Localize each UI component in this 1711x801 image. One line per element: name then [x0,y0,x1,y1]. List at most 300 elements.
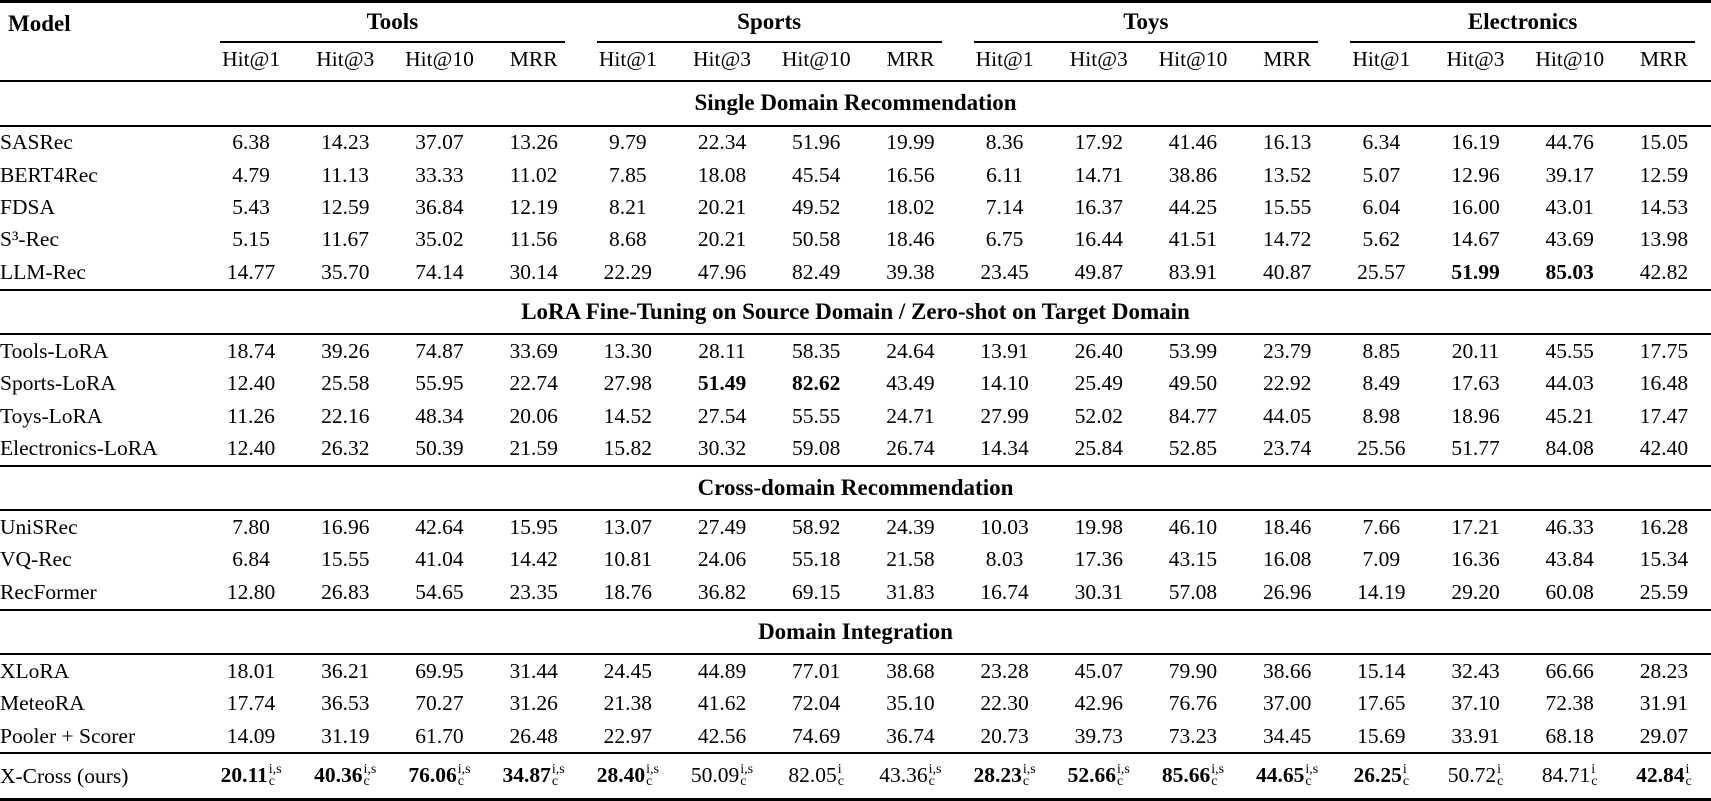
metric-value-number: 34.87 [502,762,551,787]
metric-value: 20.06 [509,403,558,428]
metric-value: 12.59 [321,195,370,220]
superscript-mark: i,s [551,761,565,777]
metric-value [769,753,863,799]
metric-value: 38.86 [1168,162,1218,187]
model-name: FDSA [0,195,55,220]
metric-value [1523,256,1617,289]
metric-value: 52.85 [1168,436,1218,461]
significance-marks [837,761,845,790]
section-title: Single Domain Recommendation [0,81,1711,126]
metric-value: 36.82 [697,579,747,604]
metric-value: 69.95 [415,658,464,683]
superscript-mark: i,s [646,761,659,777]
metric-value: 36.74 [886,723,935,748]
metric-value: 25.84 [1074,436,1123,461]
col-header-tools-mrr: MRR [487,43,581,81]
metric-value: 25.49 [1074,371,1123,396]
significance-marks [1305,761,1319,790]
metric-value: 20.11 [1451,338,1500,363]
superscript-mark: i [1402,761,1407,777]
metric-value: 43.15 [1168,547,1218,572]
significance-marks [551,761,565,790]
metric-value: 49.87 [1074,259,1123,284]
section-header-row [0,81,1711,126]
metric-value-number: 44.65 [1256,762,1305,787]
metric-value: 12.96 [1451,162,1500,187]
metric-value [1146,753,1240,799]
metric-value-number: 40.36 [314,762,363,787]
metric-value: 12.40 [226,371,276,396]
metric-value-number: 51.49 [697,371,747,396]
metric-value: 57.08 [1168,579,1218,604]
domain-header-tools [204,2,581,44]
metric-value: 9.79 [609,130,647,155]
metric-value: 26.40 [1074,338,1123,363]
domain-header-sports [581,2,958,44]
metric-value-number: 28.23 [973,762,1022,787]
significance-marks [646,761,659,790]
significance-marks [928,761,942,790]
table-row [0,688,1711,720]
metric-value: 25.57 [1357,259,1406,284]
section-title: Cross-domain Recommendation [0,466,1711,511]
metric-value: 27.98 [603,371,653,396]
metric-value: 83.91 [1168,259,1218,284]
metric-value: 28.23 [1639,658,1689,683]
significance-marks [1211,761,1225,790]
col-header-electronics-hit3: Hit@3 [1428,43,1522,81]
metric-value: 16.36 [1451,547,1500,572]
significance-marks [1685,761,1692,790]
superscript-mark: i,s [1117,761,1130,777]
metric-value: 34.45 [1262,723,1312,748]
metric-value: 14.10 [980,371,1029,396]
metric-value: 22.30 [980,691,1029,716]
metric-value: 46.33 [1545,515,1594,540]
metric-value: 41.62 [697,691,747,716]
model-name: S³-Rec [0,227,59,252]
metric-value [958,753,1052,799]
metric-value: 41.46 [1168,130,1218,155]
model-name: VQ-Rec [0,547,72,572]
metric-value-number: 28.40 [596,762,646,787]
section-title: LoRA Fine-Tuning on Source Domain / Zero-shot on Target Domain [0,290,1711,335]
model-name: Electronics-LoRA [0,436,158,461]
metric-value: 51.77 [1451,436,1500,461]
metric-value: 23.79 [1262,338,1312,363]
metric-value: 17.92 [1074,130,1123,155]
metric-value: 60.08 [1545,579,1594,604]
table-row [0,159,1711,191]
superscript-mark: i [837,761,842,777]
metric-value: 15.82 [603,436,653,461]
col-header-electronics-hit10: Hit@10 [1523,43,1617,81]
model-name: MeteoRA [0,691,85,716]
metric-value: 14.71 [1074,162,1123,187]
metric-value: 45.55 [1545,338,1594,363]
metric-value-number: 50.09 [690,762,740,787]
metric-value: 66.66 [1545,658,1594,683]
metric-value: 53.99 [1168,338,1218,363]
metric-value: 11.67 [321,227,370,252]
metric-value: 13.30 [603,338,653,363]
subscript-mark: c [363,774,370,790]
table-row [0,368,1711,400]
metric-value: 10.03 [980,515,1029,540]
col-header-tools-hit1: Hit@1 [204,43,298,81]
metric-value: 21.59 [509,436,558,461]
metric-value: 61.70 [415,723,464,748]
metric-value: 26.74 [886,436,935,461]
metric-value: 17.63 [1451,371,1500,396]
metric-value: 16.74 [980,579,1029,604]
metric-value: 72.04 [792,691,841,716]
metric-value: 14.72 [1262,227,1312,252]
metric-value: 45.21 [1545,403,1594,428]
subscript-mark: c [1402,774,1410,790]
metric-value: 22.74 [509,371,558,396]
metric-value: 36.53 [321,691,370,716]
metric-value: 8.49 [1362,371,1401,396]
metric-value: 14.52 [603,403,653,428]
superscript-mark: i,s [457,761,471,777]
metric-value: 5.07 [1362,162,1401,187]
metric-value: 29.07 [1639,723,1689,748]
metric-value: 49.52 [792,195,841,220]
table-body [0,81,1711,800]
metric-value: 16.28 [1639,515,1689,540]
metric-value: 55.55 [792,403,841,428]
metric-value: 76.76 [1168,691,1218,716]
metric-value: 43.01 [1545,195,1594,220]
superscript-mark: i,s [363,761,377,777]
metric-value: 59.08 [792,436,841,461]
table-row [0,334,1711,367]
metric-value: 13.07 [603,515,653,540]
metric-value: 7.80 [232,515,270,540]
subscript-mark: c [928,774,935,790]
metric-value [487,753,581,799]
table-row [0,126,1711,159]
metric-value: 44.05 [1262,403,1312,428]
metric-value: 38.66 [1262,658,1312,683]
metric-value: 20.73 [980,723,1029,748]
metric-value: 7.66 [1362,515,1401,540]
metric-value: 14.23 [321,130,370,155]
metric-value: 69.15 [792,579,841,604]
metric-value: 6.11 [986,162,1023,187]
metric-value: 30.31 [1074,579,1123,604]
model-name: LLM-Rec [0,259,86,284]
metric-value: 8.85 [1362,338,1401,363]
metric-value: 25.58 [321,371,370,396]
metric-value: 19.98 [1074,515,1123,540]
metric-value: 27.49 [697,515,747,540]
metric-value: 6.38 [232,130,270,155]
metric-value: 8.98 [1362,403,1401,428]
domain-header-tools-label: Tools [220,3,565,43]
metric-value: 17.75 [1639,338,1689,363]
model-name: UniSRec [0,515,78,540]
metric-value: 25.56 [1357,436,1406,461]
metric-value: 42.40 [1639,436,1689,461]
model-name: XLoRA [0,658,70,683]
metric-value: 6.84 [232,547,270,572]
metric-value: 26.96 [1262,579,1312,604]
significance-marks [268,761,282,790]
subscript-mark: c [268,774,275,790]
metric-value [1428,256,1522,289]
domain-group-header-row [0,2,1711,44]
metric-value: 35.10 [886,691,935,716]
metric-value: 6.04 [1362,195,1401,220]
metric-value: 12.59 [1639,162,1689,187]
subscript-mark: c [1591,774,1598,790]
metric-value: 16.00 [1451,195,1500,220]
metric-value: 33.91 [1451,723,1500,748]
metric-value: 44.03 [1545,371,1594,396]
metric-value: 27.54 [697,403,747,428]
metric-value: 17.36 [1074,547,1123,572]
metric-value: 11.56 [509,227,558,252]
metric-value: 16.56 [886,162,935,187]
metric-value: 14.53 [1639,195,1689,220]
col-header-tools-hit3: Hit@3 [298,43,392,81]
metric-value: 26.32 [321,436,370,461]
significance-marks [1022,761,1036,790]
metric-value: 55.18 [792,547,841,572]
significance-marks [1591,761,1598,790]
metric-value: 6.75 [985,227,1024,252]
metric-value: 42.96 [1074,691,1123,716]
metric-value: 39.17 [1545,162,1594,187]
metric-value: 25.59 [1639,579,1689,604]
metric-value: 15.55 [321,547,370,572]
metric-value: 33.33 [415,162,464,187]
metric-value: 17.65 [1357,691,1406,716]
table-header [0,2,1711,82]
metric-value [675,753,769,799]
metric-value: 24.45 [603,658,653,683]
metric-value: 42.56 [697,723,747,748]
superscript-mark: i [1685,761,1690,777]
col-header-sports-mrr: MRR [863,43,957,81]
metric-value-number: 82.05 [788,762,837,787]
metric-value: 5.62 [1362,227,1401,252]
metric-value: 84.08 [1545,436,1594,461]
metric-value: 18.02 [886,195,935,220]
metric-value: 31.26 [509,691,558,716]
metric-value: 16.13 [1262,130,1312,155]
superscript-mark: i,s [1305,761,1319,777]
metric-value: 44.76 [1545,130,1594,155]
significance-marks [1117,761,1130,790]
metric-value: 15.95 [509,515,558,540]
metric-value: 18.74 [226,338,276,363]
metric-value: 46.10 [1168,515,1218,540]
metric-value: 6.34 [1362,130,1401,155]
table-row [0,510,1711,543]
metric-value: 32.43 [1451,658,1500,683]
metric-value: 8.21 [609,195,647,220]
metric-value: 22.16 [321,403,370,428]
metric-value: 22.29 [603,259,653,284]
metric-value-number: 85.03 [1545,259,1594,284]
subscript-mark: c [1497,774,1504,790]
metric-value: 23.45 [980,259,1029,284]
model-name: SASRec [0,130,73,155]
metric-value-number: 50.72 [1447,762,1497,787]
metric-value: 8.03 [985,547,1024,572]
metric-value: 16.37 [1074,195,1123,220]
metric-value: 13.91 [980,338,1029,363]
model-name: Pooler + Scorer [0,723,136,748]
metric-value: 43.69 [1545,227,1594,252]
table-row [0,720,1711,753]
metric-value: 29.20 [1451,579,1500,604]
metric-value [769,368,863,400]
metric-value: 14.34 [980,436,1029,461]
metric-value: 79.90 [1168,658,1218,683]
metric-value [1334,753,1428,799]
table-row [0,544,1711,576]
superscript-mark: i,s [928,761,942,777]
superscript-mark: i [1497,761,1501,777]
metric-value: 18.01 [226,658,276,683]
metric-value-number: 76.06 [408,762,457,787]
metric-value: 24.39 [886,515,935,540]
metric-value [1428,753,1522,799]
metric-value: 39.73 [1074,723,1123,748]
metric-value [581,753,675,799]
metric-value: 12.19 [509,195,558,220]
metric-value: 16.44 [1074,227,1123,252]
significance-marks [740,761,754,790]
metric-value: 24.71 [886,403,935,428]
metric-value: 14.77 [226,259,276,284]
superscript-mark: i,s [1211,761,1225,777]
metric-value: 51.96 [792,130,841,155]
metric-value: 50.39 [415,436,464,461]
metric-value: 18.96 [1451,403,1500,428]
metric-value: 22.34 [697,130,747,155]
metric-value: 4.79 [232,162,270,187]
metric-value: 31.83 [886,579,935,604]
metric-value: 7.14 [985,195,1024,220]
metric-value: 14.19 [1357,579,1406,604]
metric-value-number: 20.11 [220,762,268,787]
metric-value: 82.49 [792,259,841,284]
col-header-toys-mrr: MRR [1240,43,1334,81]
metric-value [675,368,769,400]
domain-header-sports-label: Sports [597,3,942,43]
metric-value: 42.64 [415,515,464,540]
metric-value: 31.44 [509,658,558,683]
metric-value: 39.26 [321,338,370,363]
table-row [0,256,1711,289]
metric-value: 14.42 [509,547,558,572]
metric-value-number: 85.66 [1161,762,1211,787]
metric-value: 45.07 [1074,658,1123,683]
metric-value: 31.91 [1639,691,1689,716]
metric-value: 15.55 [1262,195,1312,220]
subscript-mark: c [1305,774,1312,790]
model-name: Sports-LoRA [0,371,116,396]
metric-value: 37.07 [415,130,464,155]
metric-value: 50.58 [792,227,841,252]
subscript-mark: c [551,774,559,790]
section-header-row [0,466,1711,511]
domain-header-electronics [1334,2,1711,44]
metric-value [863,753,957,799]
metric-value-number: 82.62 [792,371,841,396]
metric-value: 36.84 [415,195,464,220]
metric-value: 22.92 [1262,371,1312,396]
metric-value: 15.34 [1639,547,1689,572]
subscript-mark: c [1685,774,1692,790]
model-name: BERT4Rec [0,162,98,187]
metric-value: 11.26 [227,403,275,428]
metric-value: 19.99 [886,130,935,155]
table-row [0,576,1711,609]
col-header-tools-hit10: Hit@10 [392,43,486,81]
metric-value: 15.69 [1357,723,1406,748]
table-row [0,191,1711,223]
metric-value: 39.38 [886,259,935,284]
domain-header-toys-label: Toys [974,3,1319,43]
metric-value: 16.96 [321,515,370,540]
metric-value: 58.35 [792,338,841,363]
metric-value: 52.02 [1074,403,1123,428]
metric-value: 10.81 [603,547,653,572]
superscript-mark: i,s [268,761,282,777]
metric-value: 15.14 [1357,658,1406,683]
metric-value: 18.46 [1262,515,1312,540]
section-title: Domain Integration [0,610,1711,655]
superscript-mark: i,s [740,761,754,777]
metric-value: 70.27 [415,691,464,716]
table-row [0,400,1711,432]
metric-value: 44.89 [697,658,747,683]
subscript-mark: c [1117,774,1124,790]
metric-value: 43.84 [1545,547,1594,572]
subscript-mark: c [740,774,747,790]
metric-value: 72.38 [1545,691,1594,716]
metric-value: 15.05 [1639,130,1689,155]
metric-value [204,753,298,799]
metric-value: 74.14 [415,259,464,284]
metric-value: 8.36 [985,130,1024,155]
section-header-row [0,610,1711,655]
subscript-mark: c [646,774,653,790]
metric-value: 37.00 [1262,691,1312,716]
col-header-toys-hit10: Hit@10 [1146,43,1240,81]
model-name: Tools-LoRA [0,338,109,363]
metric-value: 7.85 [609,162,647,187]
metric-value: 23.74 [1262,436,1312,461]
model-name: Toys-LoRA [0,403,103,428]
metric-value: 31.19 [321,723,370,748]
metric-value: 7.09 [1362,547,1401,572]
metric-value: 44.25 [1168,195,1218,220]
metric-value: 55.95 [415,371,464,396]
metric-value [1523,753,1617,799]
metric-value: 41.04 [415,547,464,572]
model-name: X-Cross (ours) [0,753,204,799]
metric-value-number: 51.99 [1451,259,1500,284]
metric-value [392,753,486,799]
metric-value: 48.34 [415,403,464,428]
